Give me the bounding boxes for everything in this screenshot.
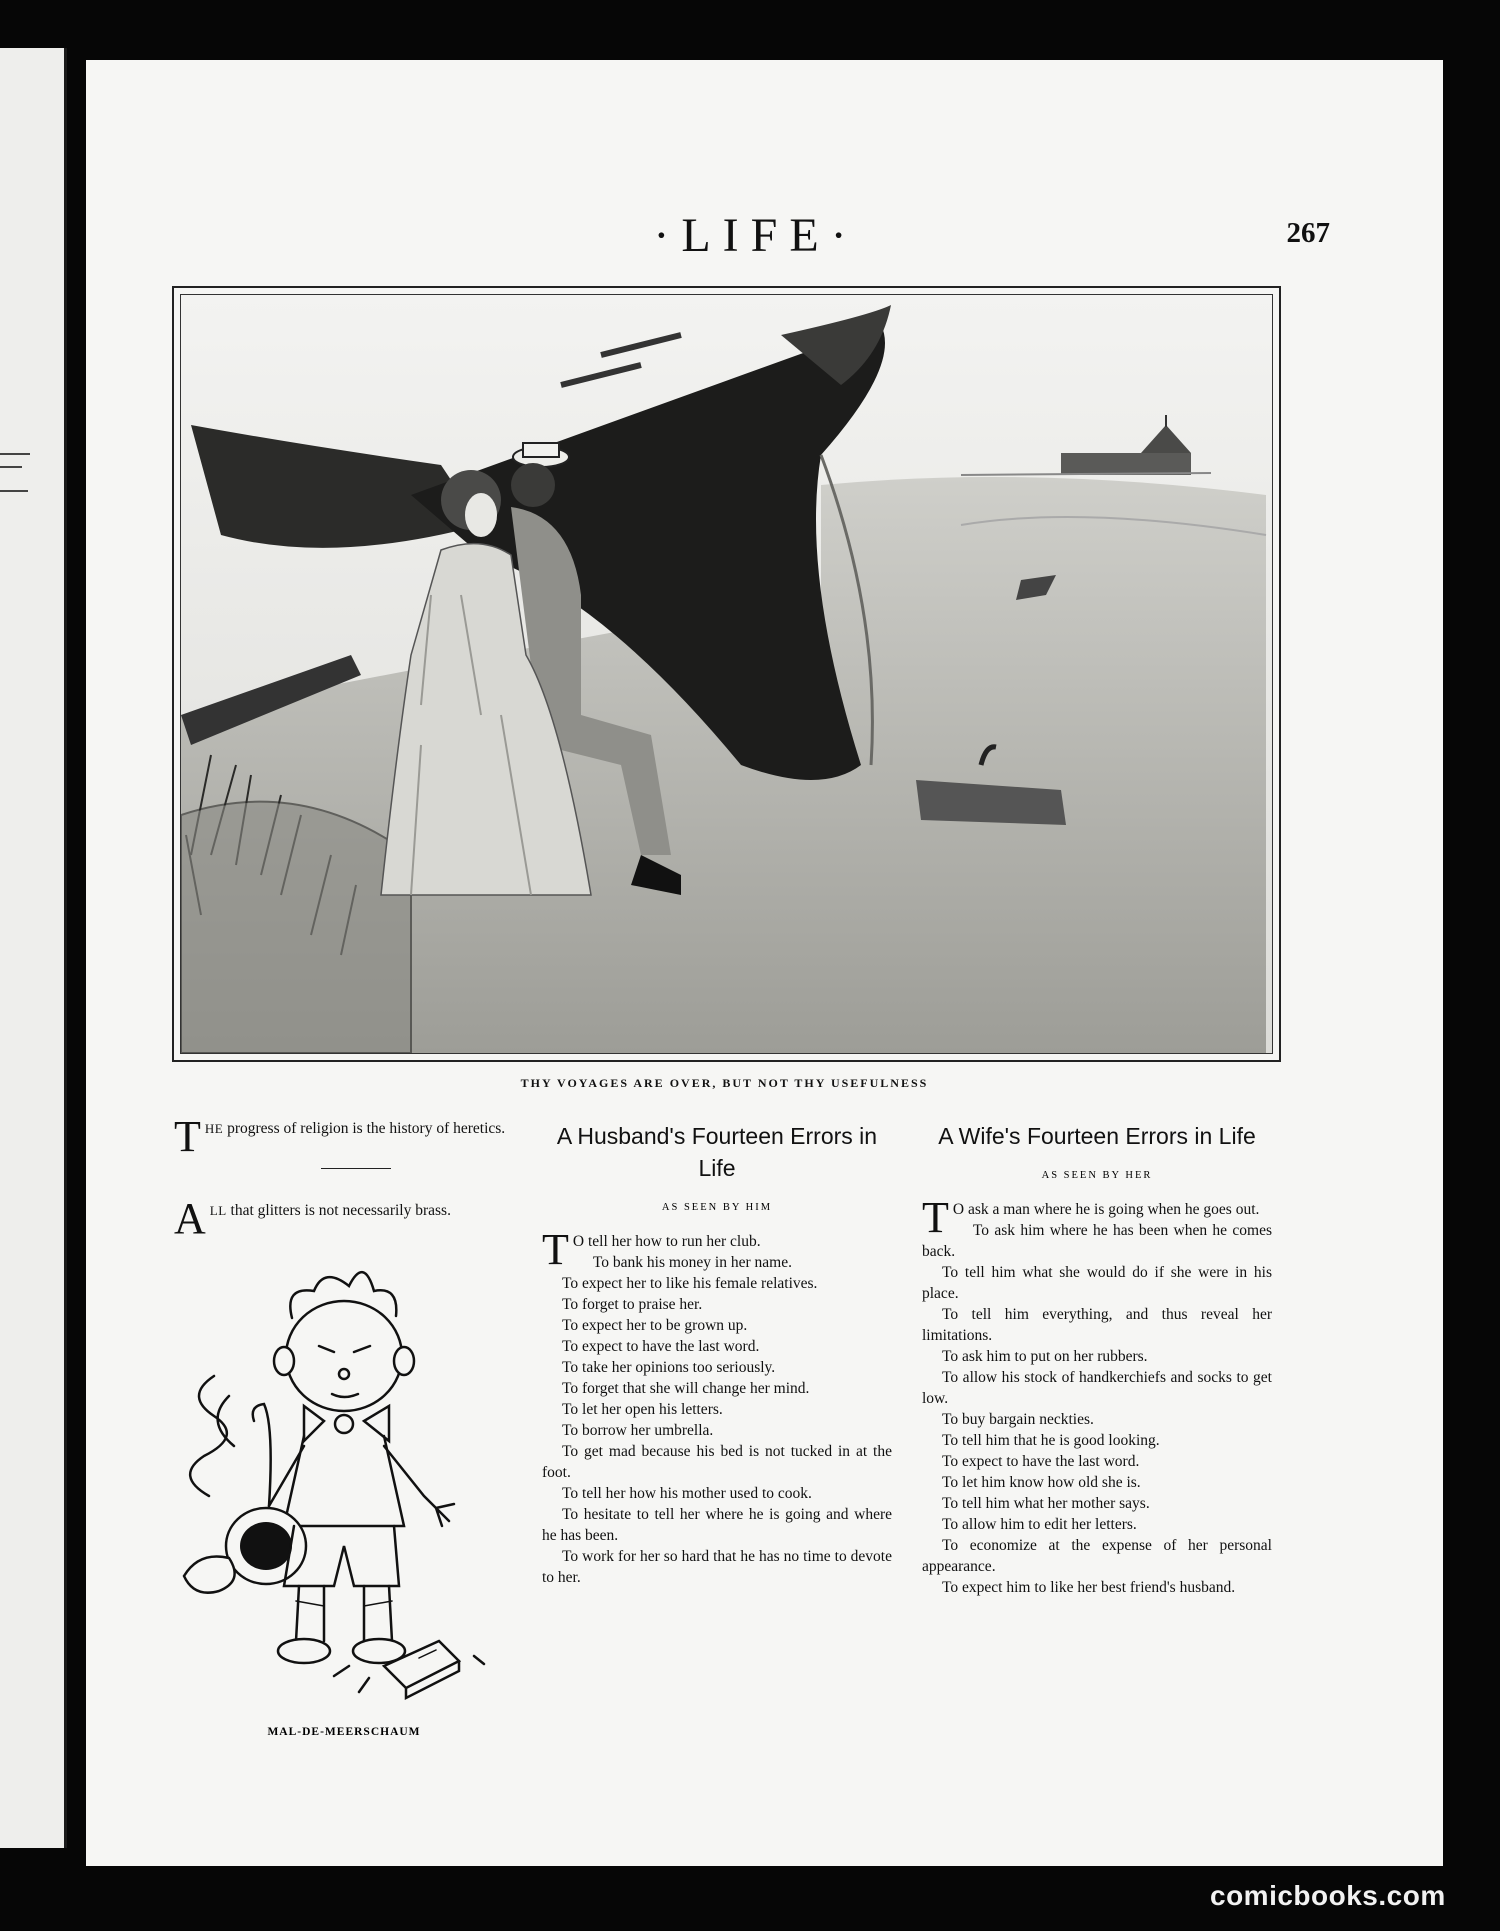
page-number: 267 (1286, 217, 1330, 249)
list-item: To ask him where he has been when he comes back. (922, 1222, 1272, 1260)
list-item: To borrow her umbrella. (562, 1422, 714, 1439)
article-wife (922, 1120, 1272, 1598)
list-item: To let her open his letters. (562, 1401, 723, 1418)
list-item: To tell him that he is good looking. (942, 1432, 1160, 1449)
list-item: To expect her to like his female relatives. (562, 1275, 818, 1292)
article-title: A Husband's Fourteen Errors in Life (556, 1123, 878, 1181)
cartoon-drawing (174, 1246, 514, 1706)
list-item: To tell her how his mother used to cook. (562, 1485, 812, 1502)
list-item: To allow him to edit her letters. (942, 1516, 1137, 1533)
article-byline: AS SEEN BY HER (1041, 1170, 1153, 1181)
left-page-mark (0, 490, 28, 492)
left-page-mark (0, 453, 30, 455)
list-item: To hesitate to tell her where he is going and where he has been. (542, 1506, 892, 1544)
article-title: A Wife's Fourteen Errors in Life (938, 1123, 1256, 1149)
cartoon-caption: MAL-DE-MEERSCHAUM (267, 1726, 421, 1738)
list-item: To allow his stock of handkerchiefs and socks to get low. (922, 1369, 1272, 1407)
illustration-caption: THY VOYAGES ARE OVER, BUT NOT THY USEFULNESS (520, 1076, 929, 1090)
list-item: T O tell her how to run her club. (542, 1225, 761, 1274)
quip-text: progress of religion is the history of heretics. (223, 1120, 506, 1137)
dropcap: T (542, 1225, 569, 1274)
article-byline: AS SEEN BY HIM (661, 1202, 773, 1213)
list-item: To tell him everything, and thus reveal her limitations. (922, 1306, 1272, 1344)
list-item: To expect him to like her best friend's husband. (942, 1579, 1236, 1596)
list-item: T O ask a man where he is going when he goes out. (922, 1193, 1260, 1242)
error-list (922, 1193, 1272, 1598)
list-item: To ask him to put on her rubbers. (942, 1348, 1148, 1365)
list-item: To take her opinions too seriously. (562, 1359, 776, 1376)
dropcap: T (174, 1112, 201, 1161)
list-item: To forget to praise her. (562, 1296, 703, 1313)
list-item: To tell him what her mother says. (942, 1495, 1150, 1512)
quip-1 (174, 1112, 514, 1161)
list-item: To expect to have the last word. (562, 1338, 760, 1355)
list-item: To tell him what she would do if she were in his place. (922, 1264, 1272, 1302)
list-item: To buy bargain neckties. (942, 1411, 1094, 1428)
list-item: To economize at the expense of her personal appearance. (922, 1537, 1272, 1575)
dropcap: A (174, 1193, 206, 1243)
list-item: To get mad because his bed is not tucked in at the foot. (542, 1443, 892, 1481)
error-list (542, 1225, 892, 1588)
dropcap: T (922, 1193, 949, 1242)
list-item: To forget that she will change her mind. (562, 1380, 810, 1397)
boy-with-pipe-sketch (174, 1246, 514, 1706)
beach-boat-scene (181, 295, 1272, 1053)
list-item: To let him know how old she is. (942, 1474, 1141, 1491)
quip-lead: HE (204, 1121, 224, 1136)
left-page-edge (0, 48, 67, 1848)
masthead: ·LIFE· (653, 209, 859, 262)
main-illustration (172, 286, 1281, 1062)
divider-rule (321, 1168, 391, 1169)
quip-2 (174, 1184, 514, 1243)
left-page-mark (0, 466, 22, 468)
list-item: To expect her to be grown up. (562, 1317, 748, 1334)
quip-text: that glitters is not necessarily brass. (226, 1201, 451, 1219)
quip-lead: LL (209, 1202, 227, 1218)
article-husband (542, 1120, 892, 1588)
list-item: To work for her so hard that he has no time to devote to her. (542, 1548, 892, 1586)
list-item: To bank his money in her name. (592, 1254, 792, 1271)
magazine-page (86, 60, 1443, 1866)
list-item: To expect to have the last word. (942, 1453, 1140, 1470)
site-watermark: comicbooks.com (1210, 1880, 1446, 1911)
